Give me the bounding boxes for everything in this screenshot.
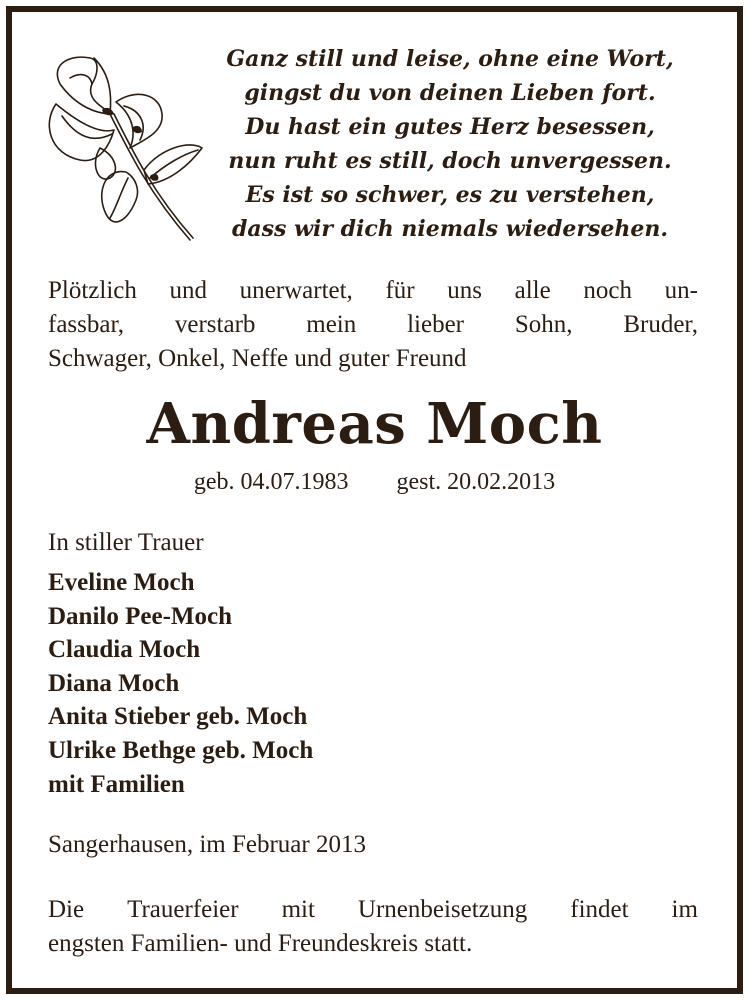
poem-line: gingst du von deinen Lieben fort. xyxy=(244,80,656,106)
birth-date: geb. 04.07.1983 xyxy=(193,469,349,495)
poem-line: Du hast ein gutes Herz besessen, xyxy=(245,114,655,140)
announcement-line xyxy=(48,308,698,342)
word: noch xyxy=(583,277,632,304)
mourner-name: mit Familien xyxy=(48,770,185,798)
life-dates xyxy=(0,466,749,498)
word: lieber xyxy=(407,311,464,338)
death-date: gest. 20.02.2013 xyxy=(396,469,556,495)
announcement-line: Schwager, Onkel, Neffe und guter Freund xyxy=(48,345,467,372)
word: für xyxy=(385,277,415,304)
announcement-line xyxy=(48,274,698,308)
word: un- xyxy=(664,277,698,304)
word: mit xyxy=(281,896,315,923)
note-line: engsten Familien- und Freundeskreis statt. xyxy=(48,930,473,957)
funeral-note xyxy=(48,893,698,961)
word: im xyxy=(671,896,698,923)
word: alle xyxy=(514,277,551,304)
mourner-name: Anita Stieber geb. Moch xyxy=(48,703,308,731)
mourner-name: Diana Moch xyxy=(48,669,180,697)
word: Bruder, xyxy=(623,311,698,338)
poem-line: Ganz still und leise, ohne eine Wort, xyxy=(226,46,674,72)
memorial-poem xyxy=(200,42,700,246)
word: Plötzlich xyxy=(48,277,137,304)
word: Sohn, xyxy=(514,311,573,338)
calla-lily-icon xyxy=(40,44,210,244)
word: mein xyxy=(306,311,357,338)
word: und xyxy=(169,277,208,304)
word: fassbar, xyxy=(48,311,125,338)
word: verstarb xyxy=(174,311,256,338)
poem-line: dass wir dich niemals wiedersehen. xyxy=(232,216,668,242)
deceased-name: Andreas Moch xyxy=(146,391,603,457)
word: unerwartet, xyxy=(239,277,353,304)
word: Urnenbeisetzung xyxy=(357,896,528,923)
announcement-text xyxy=(48,274,698,376)
word: Die xyxy=(48,896,85,923)
mourner-name: Claudia Moch xyxy=(48,636,201,664)
mourners-list xyxy=(48,566,313,801)
mourner-name: Eveline Moch xyxy=(48,569,195,596)
word: findet xyxy=(570,896,629,923)
poem-line: nun ruht es still, doch unvergessen. xyxy=(228,148,672,174)
mourner-name: Ulrike Bethge geb. Moch xyxy=(48,736,314,764)
mourner-name: Danilo Pee-Moch xyxy=(48,602,232,630)
mourning-label: In stiller Trauer xyxy=(48,529,204,556)
word: uns xyxy=(447,277,482,304)
note-line xyxy=(48,893,698,927)
place-and-date: Sangerhausen, im Februar 2013 xyxy=(48,831,366,858)
word: Trauerfeier xyxy=(127,896,239,923)
poem-line: Es ist so schwer, es zu verstehen, xyxy=(245,182,655,208)
